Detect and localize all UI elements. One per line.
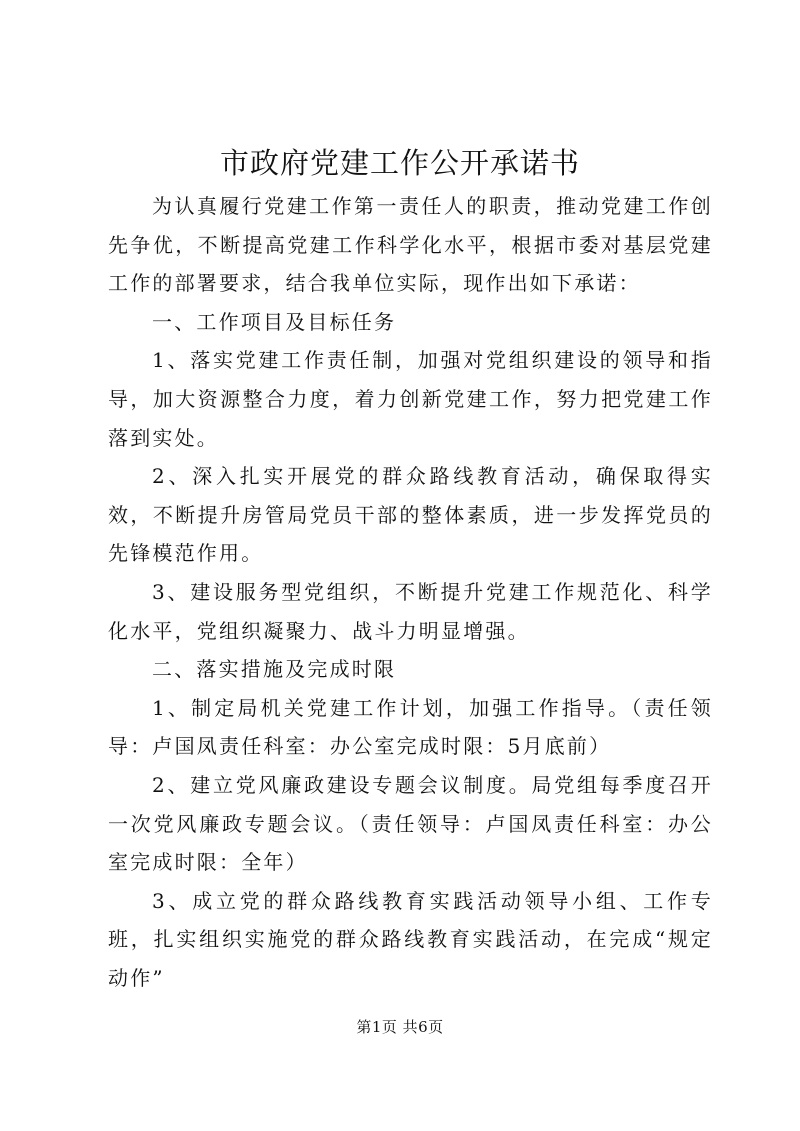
list-item-1-3: 3、建设服务型党组织，不断提升党建工作规范化、科学化水平，党组织凝聚力、战斗力明显增强。: [108, 579, 713, 643]
section-heading-1: 一、工作项目及目标任务: [152, 309, 397, 334]
list-item-1-1: 1、落实党建工作责任制，加强对党组织建设的领导和指导，加大资源整合力度，着力创新党建工作，努力把党建工作落到实处。: [108, 348, 713, 450]
list-item-1-2: 2、深入扎实开展党的群众路线教育活动，确保取得实效，不断提升房管局党员干部的整体素质，进一步发挥党员的先锋模范作用。: [108, 464, 713, 566]
intro-paragraph: 为认真履行党建工作第一责任人的职责，推动党建工作创先争优，不断提高党建工作科学化水平，根据市委对基层党建工作的部署要求，结合我单位实际，现作出如下承诺：: [108, 194, 713, 296]
document-title: 市政府党建工作公开承诺书: [219, 146, 580, 180]
list-item-2-1: 1、制定局机关党建工作计划，加强工作指导。（责任领导：卢国凤责任科室：办公室完成时限：5月底前）: [108, 695, 713, 759]
section-heading-2: 二、落实措施及完成时限: [152, 657, 397, 682]
list-item-2-2: 2、建立党风廉政建设专题会议制度。局党组每季度召开一次党风廉政专题会议。（责任领导：卢国凤责任科室：办公室完成时限：全年）: [108, 772, 713, 875]
page-footer: 第1页 共6页: [356, 1018, 444, 1036]
list-item-2-3: 3、成立党的群众路线教育实践活动领导小组、工作专班，扎实组织实施党的群众路线教育实践活动，在完成“规定动作”: [108, 888, 713, 990]
document-body: [108, 187, 713, 997]
